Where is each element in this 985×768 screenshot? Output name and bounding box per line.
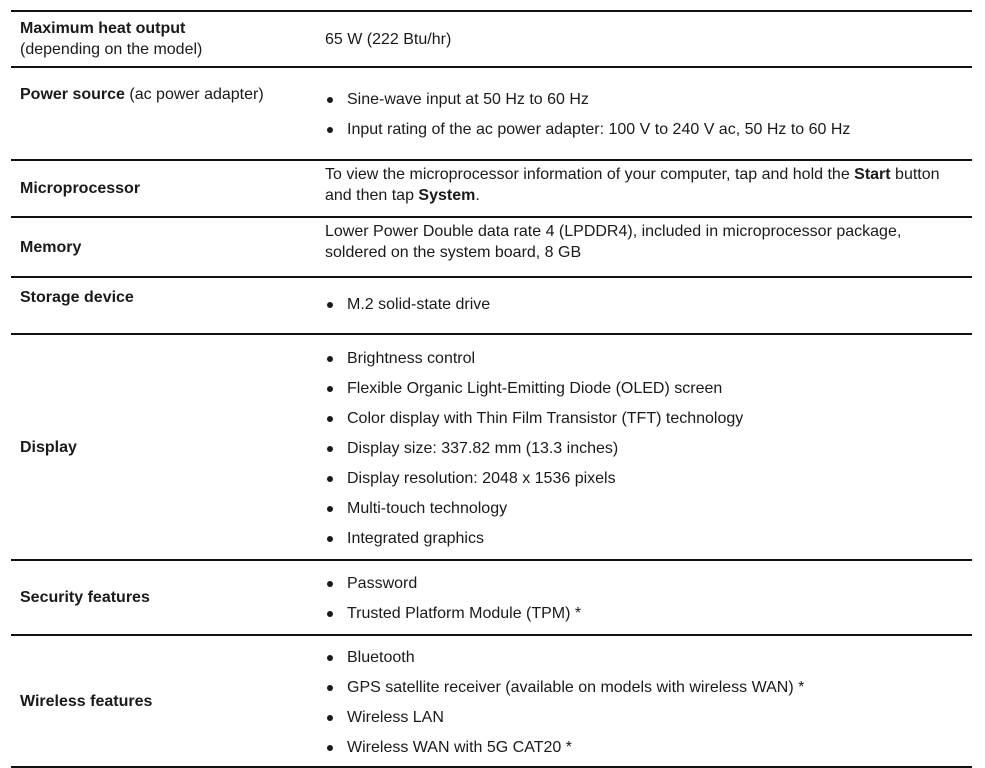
spec-label-note: (ac power adapter) bbox=[124, 86, 264, 103]
spec-label-cell bbox=[11, 560, 315, 635]
spec-row-microprocessor bbox=[11, 160, 972, 217]
list-item bbox=[325, 348, 964, 369]
list-item-text: Integrated graphics bbox=[347, 529, 484, 547]
list-item bbox=[325, 737, 964, 758]
bullet-icon bbox=[327, 97, 333, 103]
list-item bbox=[325, 294, 964, 315]
spec-label-note: (depending on the model) bbox=[20, 41, 203, 58]
spec-bullet-list bbox=[325, 294, 964, 315]
list-item bbox=[325, 89, 964, 110]
system-reference: System bbox=[418, 187, 476, 204]
spec-value-text: . bbox=[475, 187, 480, 204]
spec-value-cell bbox=[315, 334, 972, 560]
spec-value-cell bbox=[315, 67, 972, 160]
spec-row-display bbox=[11, 334, 972, 560]
spec-row-power-source bbox=[11, 67, 972, 160]
list-item-text: Color display with Thin Film Transistor (TFT) technology bbox=[347, 409, 744, 427]
spec-label: Power source bbox=[20, 86, 125, 103]
spec-value: 65 W (222 Btu/hr) bbox=[325, 30, 452, 48]
list-item bbox=[325, 408, 964, 429]
spec-value-cell bbox=[315, 635, 972, 767]
list-item-text: Wireless WAN with 5G CAT20 * bbox=[347, 738, 572, 756]
list-item bbox=[325, 438, 964, 459]
list-item-text: Bluetooth bbox=[347, 648, 415, 666]
spec-label-cell bbox=[11, 334, 315, 560]
spec-value-cell bbox=[315, 217, 972, 277]
spec-value-cell bbox=[315, 11, 972, 67]
spec-bullet-list bbox=[325, 571, 964, 624]
spec-value-cell bbox=[315, 160, 972, 217]
list-item-text: Wireless LAN bbox=[347, 708, 444, 726]
spec-label: Memory bbox=[20, 238, 82, 256]
spec-bullet-list bbox=[325, 346, 964, 549]
spec-label-cell bbox=[11, 217, 315, 277]
bullet-icon bbox=[327, 302, 333, 308]
spec-label: Maximum heat output bbox=[20, 20, 186, 37]
bullet-icon bbox=[327, 655, 333, 661]
list-item-text: Multi-touch technology bbox=[347, 499, 508, 517]
bullet-icon bbox=[327, 446, 333, 452]
list-item bbox=[325, 468, 964, 489]
list-item bbox=[325, 707, 964, 728]
list-item bbox=[325, 573, 964, 594]
spec-label-cell bbox=[11, 277, 315, 334]
spec-label-cell bbox=[11, 11, 315, 67]
bullet-icon bbox=[327, 611, 333, 617]
spec-label-cell bbox=[11, 67, 315, 160]
spec-value-cell bbox=[315, 560, 972, 635]
spec-label: Microprocessor bbox=[20, 180, 141, 197]
list-item-text: M.2 solid-state drive bbox=[347, 296, 491, 313]
spec-label: Display bbox=[20, 438, 77, 456]
bullet-icon bbox=[327, 581, 333, 587]
spec-row-wireless-features bbox=[11, 635, 972, 767]
spec-label: Storage device bbox=[20, 289, 134, 306]
spec-bullet-list bbox=[325, 645, 964, 758]
list-item-text: Trusted Platform Module (TPM) * bbox=[347, 605, 582, 622]
list-item bbox=[325, 378, 964, 399]
spec-label: Wireless features bbox=[20, 692, 153, 710]
bullet-icon bbox=[327, 745, 333, 751]
list-item-text: Display resolution: 2048 x 1536 pixels bbox=[347, 469, 616, 487]
list-item bbox=[325, 528, 964, 549]
spec-row-storage-device bbox=[11, 277, 972, 334]
list-item bbox=[325, 677, 964, 698]
spec-row-security-features bbox=[11, 560, 972, 635]
spec-value-text: button and then tap bbox=[325, 166, 940, 204]
list-item-text: Flexible Organic Light-Emitting Diode (OLED) screen bbox=[347, 379, 723, 397]
bullet-icon bbox=[327, 715, 333, 721]
bullet-icon bbox=[327, 127, 333, 133]
spec-label-cell bbox=[11, 635, 315, 767]
spec-value-cell bbox=[315, 277, 972, 334]
list-item bbox=[325, 119, 964, 140]
spec-row-max-heat-output bbox=[11, 11, 972, 67]
spec-bullet-list bbox=[325, 87, 964, 140]
list-item-text: Brightness control bbox=[347, 349, 476, 367]
list-item-text: GPS satellite receiver (available on models with wireless WAN) * bbox=[347, 678, 805, 696]
spec-value: Lower Power Double data rate 4 (LPDDR4), included in microprocessor package, soldered on the system board, 8 GB bbox=[325, 223, 902, 261]
bullet-icon bbox=[327, 386, 333, 392]
bullet-icon bbox=[327, 356, 333, 362]
list-item-text: Display size: 337.82 mm (13.3 inches) bbox=[347, 439, 619, 457]
bullet-icon bbox=[327, 685, 333, 691]
list-item-text: Password bbox=[347, 575, 418, 592]
list-item-text: Input rating of the ac power adapter: 100 V to 240 V ac, 50 Hz to 60 Hz bbox=[347, 121, 851, 138]
list-item bbox=[325, 498, 964, 519]
spec-label: Security features bbox=[20, 589, 150, 606]
bullet-icon bbox=[327, 476, 333, 482]
specifications-table bbox=[11, 10, 972, 768]
list-item bbox=[325, 647, 964, 668]
spec-value-text: To view the microprocessor information of your computer, tap and hold the bbox=[325, 166, 855, 183]
list-item-text: Sine-wave input at 50 Hz to 60 Hz bbox=[347, 91, 589, 108]
start-button-reference: Start bbox=[854, 166, 891, 183]
bullet-icon bbox=[327, 536, 333, 542]
list-item bbox=[325, 603, 964, 624]
bullet-icon bbox=[327, 416, 333, 422]
spec-row-memory bbox=[11, 217, 972, 277]
spec-label-cell bbox=[11, 160, 315, 217]
bullet-icon bbox=[327, 506, 333, 512]
